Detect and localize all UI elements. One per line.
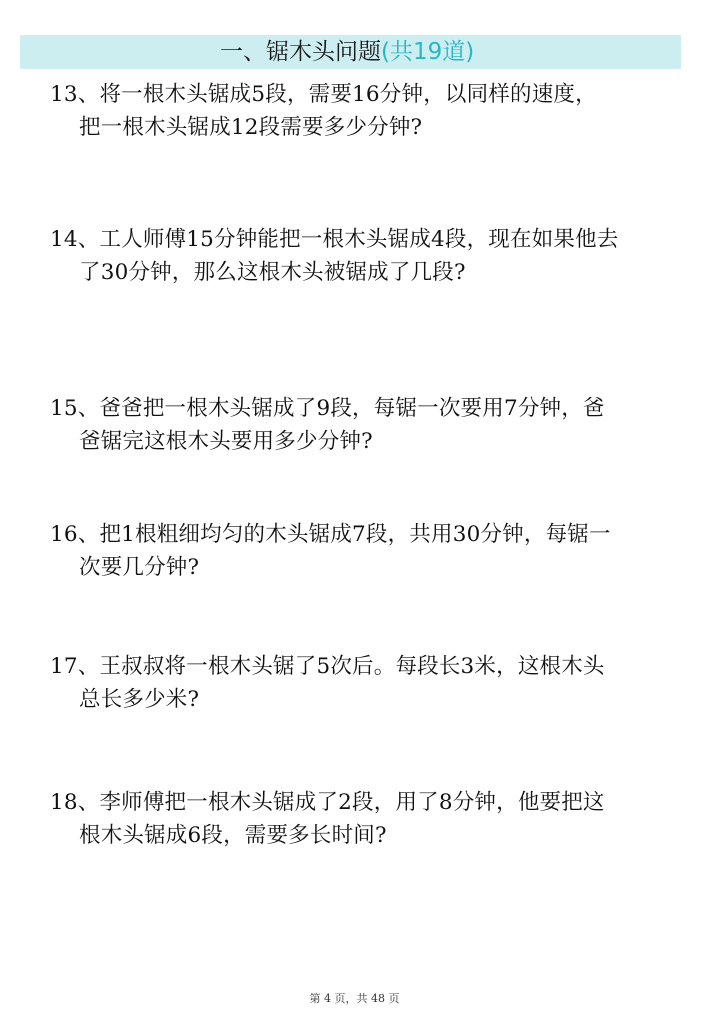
question-13 <box>50 78 670 144</box>
section-title-bar <box>20 35 681 69</box>
question-line: 18、李师傅把一根木头锯成了2段，用了8分钟，他要把这 <box>50 790 605 815</box>
question-17 <box>50 650 670 716</box>
section-title-count: (共19道) <box>381 39 475 65</box>
question-line: 次要几分钟? <box>79 555 200 580</box>
section-title <box>220 37 474 67</box>
question-line: 爸锯完这根木头要用多少分钟? <box>79 429 373 454</box>
question-16 <box>50 518 670 584</box>
question-line: 根木头锯成6段，需要多长时间? <box>79 823 387 848</box>
question-line: 把一根木头锯成12段需要多少分钟? <box>79 115 423 140</box>
question-line: 15、爸爸把一根木头锯成了9段，每锯一次要用7分钟，爸 <box>50 396 605 421</box>
question-18 <box>50 786 670 852</box>
question-line: 了30分钟，那么这根木头被锯成了几段? <box>79 260 466 285</box>
page-footer: 第 4 页，共 48 页 <box>309 992 400 1005</box>
question-line: 16、把1根粗细均匀的木头锯成7段，共用30分钟，每锯一 <box>50 522 611 547</box>
section-title-main: 一、锯木头问题 <box>220 39 381 65</box>
question-line: 17、王叔叔将一根木头锯了5次后。每段长3米，这根木头 <box>50 654 605 679</box>
question-14 <box>50 223 670 289</box>
question-15 <box>50 392 670 458</box>
question-line: 总长多少米? <box>79 687 200 712</box>
question-line: 13、将一根木头锯成5段，需要16分钟，以同样的速度， <box>50 82 597 107</box>
question-line: 14、工人师傅15分钟能把一根木头锯成4段，现在如果他去 <box>50 227 619 252</box>
